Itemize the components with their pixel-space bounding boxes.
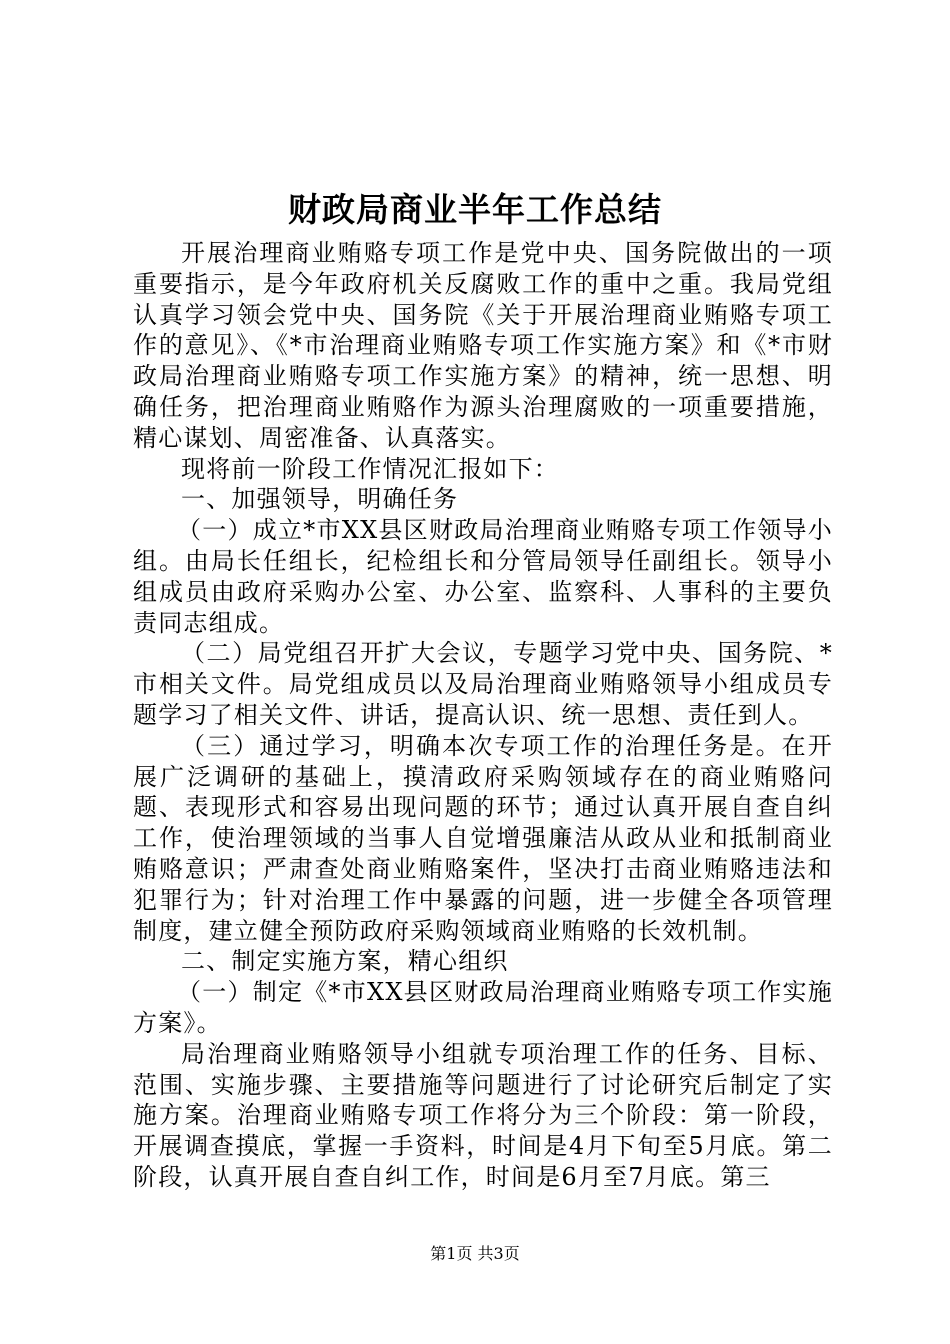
paragraph-intro: 开展治理商业贿赂专项工作是党中央、国务院做出的一项重要指示，是今年政府机关反腐败工作的重中之重。我局党组认真学习领会党中央、国务院《关于开展治理商业贿赂专项工作的意见》、《*市治理商业贿赂专项工作实施方案》和《*市财政局治理商业贿赂专项工作实施方案》的精神，统一思想、明确任务，把治理商业贿赂作为源头治理腐败的一项重要措施，精心谋划、周密准备、认真落实。 [133, 239, 833, 452]
paragraph-2-1-body: 局治理商业贿赂领导小组就专项治理工作的任务、目标、范围、实施步骤、主要措施等问题进行了讨论研究后制定了实施方案。治理商业贿赂专项工作将分为三个阶段：第一阶段，开展调查摸底，掌握一手资料，时间是4月下旬至5月底。第二阶段，认真开展自查自纠工作，时间是6月至7月底。第三 [133, 1039, 833, 1191]
paragraph-1-1: （一）成立*市XX县区财政局治理商业贿赂专项工作领导小组。由局长任组长，纪检组长和分管局领导任副组长。领导小组成员由政府采购办公室、办公室、监察科、人事科的主要负责同志组成。 [133, 516, 833, 637]
page-footer: 第1页 共3页 [430, 1244, 520, 1263]
document-title: 财政局商业半年工作总结 [288, 190, 662, 229]
paragraph-2-1: （一）制定《*市XX县区财政局治理商业贿赂专项工作实施方案》。 [133, 978, 833, 1037]
paragraph-1-2: （二）局党组召开扩大会议，专题学习党中央、国务院、*市相关文件。局党组成员以及局治理商业贿赂领导小组成员专题学习了相关文件、讲话，提高认识、统一思想、责任到人。 [133, 639, 833, 729]
section-heading-2: 二、制定实施方案，精心组织 [181, 947, 509, 976]
section-heading-1: 一、加强领导，明确任务 [181, 485, 459, 514]
document-body [133, 238, 833, 1193]
paragraph-report-lead: 现将前一阶段工作情况汇报如下： [181, 454, 559, 483]
paragraph-1-3: （三）通过学习，明确本次专项工作的治理任务是。在开展广泛调研的基础上，摸清政府采购领域存在的商业贿赂问题、表现形式和容易出现问题的环节；通过认真开展自查自纠工作，使治理领域的当事人自觉增强廉洁从政从业和抵制商业贿赂意识；严肃查处商业贿赂案件，坚决打击商业贿赂违法和犯罪行为；针对治理工作中暴露的问题，进一步健全各项管理制度，建立健全预防政府采购领域商业贿赂的长效机制。 [133, 731, 833, 945]
